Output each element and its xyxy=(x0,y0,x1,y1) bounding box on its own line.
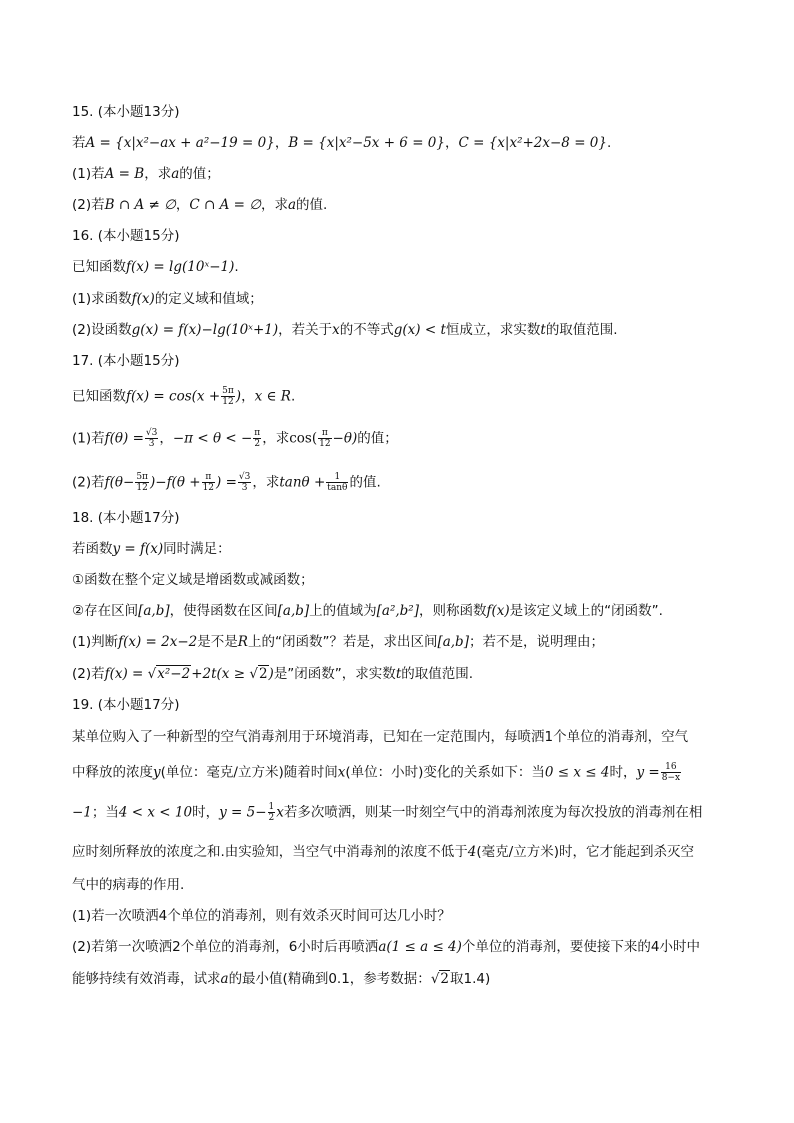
q19-line5: 气中的病毒的作用. xyxy=(72,877,185,893)
q18-part2 xyxy=(72,664,734,684)
q19-line1: 某单位购入了一种新型的空气消毒剂用于环境消毒，已知在一定范围内，每喷洒1个单位的消毒剂，空气 xyxy=(72,729,689,745)
q17-header: 17. (本小题15分) xyxy=(72,353,180,369)
q19-part2-line2 xyxy=(72,969,734,989)
math: a xyxy=(287,197,297,213)
text: 已知函数 xyxy=(72,388,126,405)
math: y xyxy=(153,764,161,781)
math: a xyxy=(220,971,229,987)
text: 的取值范围. xyxy=(401,666,474,682)
text: (单位：小时)变化的关系如下：当 xyxy=(345,764,545,781)
math: a(1 ≤ a ≤ 4) xyxy=(378,939,462,955)
math: cos( xyxy=(289,430,318,447)
fraction xyxy=(253,428,261,449)
math: tanθ + xyxy=(279,474,326,491)
q17-part1 xyxy=(72,428,734,449)
text: 的值. xyxy=(349,474,381,491)
q19-line4 xyxy=(72,842,734,862)
math: [a,b] xyxy=(138,603,170,619)
text: (单位：毫克/立方米)随着时间 xyxy=(160,764,338,781)
text: (2)若 xyxy=(72,474,105,491)
set-a: A = {x|x²−ax + a²−19 = 0} xyxy=(85,135,275,151)
math: t xyxy=(540,322,546,338)
math: [a,b] xyxy=(437,634,469,650)
text: (1)若 xyxy=(72,166,105,182)
q19-line2 xyxy=(72,762,734,783)
text: (1)判断 xyxy=(72,634,119,650)
numerator: 5π xyxy=(136,472,148,482)
q16-header: 16. (本小题15分) xyxy=(72,228,180,244)
q15-sets-line xyxy=(72,133,734,153)
text: 的值. xyxy=(296,197,328,213)
math: 4 < x < 10 xyxy=(118,804,193,821)
text: (2)设函数 xyxy=(72,322,132,338)
math: x xyxy=(337,764,346,781)
q17-line1 xyxy=(72,386,734,407)
sqrt: √2 xyxy=(430,971,450,987)
text: ，求 xyxy=(260,197,288,213)
text: ；若不是，说明理由； xyxy=(468,634,604,650)
text: . xyxy=(606,135,612,151)
numerator: √3 xyxy=(145,428,158,438)
fraction xyxy=(268,802,276,823)
text: 时， xyxy=(609,764,637,781)
text: ，求 xyxy=(144,166,172,182)
math: f(x) xyxy=(486,603,510,619)
numerator: π xyxy=(202,472,215,483)
text: 同时满足： xyxy=(163,541,231,557)
math: y = xyxy=(636,764,660,781)
q19-part1: (1)若一次喷洒4个单位的消毒剂，则有效杀灭时间可达几小时？ xyxy=(72,908,451,924)
math: A = B xyxy=(104,166,145,182)
denominator: tanθ xyxy=(327,483,348,493)
fraction xyxy=(238,472,251,493)
math: y = 5− xyxy=(219,804,267,821)
math: C ∩ A = ∅ xyxy=(189,197,261,213)
fraction xyxy=(326,472,348,493)
denominator: 8−x xyxy=(661,773,681,783)
math: x xyxy=(332,322,340,338)
q19-line3 xyxy=(72,802,734,823)
numerator: 5π xyxy=(222,386,234,396)
text: ， xyxy=(444,135,459,151)
text: 已知函数 xyxy=(72,259,126,275)
fraction xyxy=(202,472,215,493)
text: ， xyxy=(175,197,190,213)
denominator: 3 xyxy=(241,483,248,493)
set-c: C = {x|x²+2x−8 = 0} xyxy=(458,135,607,151)
text: 若 xyxy=(72,135,86,151)
math: [a,b] xyxy=(277,603,310,619)
math: [a²,b²] xyxy=(376,603,419,619)
math: R xyxy=(237,634,248,650)
numerator: 1 xyxy=(326,472,348,483)
q19-part2-line1 xyxy=(72,937,734,957)
set-b: B = {x|x²−5x + 6 = 0} xyxy=(288,135,445,151)
text: ，求 xyxy=(262,430,290,447)
math: x ∈ R xyxy=(254,388,291,405)
fraction xyxy=(221,386,235,407)
numerator: 16 xyxy=(661,762,681,773)
q18-cond2 xyxy=(72,601,734,621)
text: 个单位的消毒剂，要使接下来的4小时中 xyxy=(461,939,701,955)
text: 能够持续有效消毒，试求 xyxy=(72,971,221,987)
q15-part1 xyxy=(72,164,734,184)
math: 4 xyxy=(467,844,477,860)
text: . xyxy=(290,388,296,405)
denominator: 2 xyxy=(268,813,275,823)
fraction xyxy=(661,762,681,783)
q18-part1 xyxy=(72,632,734,652)
text: 若多次喷洒，则某一时刻空气中的消毒剂浓度为每次投放的消毒剂在相 xyxy=(283,804,703,821)
math: a xyxy=(171,166,180,182)
text: ， xyxy=(159,430,173,447)
denominator: 3 xyxy=(148,439,155,449)
denominator: 12 xyxy=(319,439,331,449)
q18-cond1: ①函数在整个定义域是增函数或减函数； xyxy=(72,572,314,588)
text: ，求 xyxy=(252,474,280,491)
numerator: π xyxy=(318,428,331,439)
denominator: 2 xyxy=(254,439,261,449)
text: 时， xyxy=(192,804,220,821)
math: g(x) < t xyxy=(393,322,446,338)
text: . xyxy=(234,259,239,275)
math: B ∩ A ≠ ∅ xyxy=(104,197,176,213)
math: ) xyxy=(235,388,242,405)
text: 的取值范围. xyxy=(545,322,618,338)
fraction xyxy=(318,428,331,449)
denominator: 12 xyxy=(136,483,148,493)
text: 上的值域为 xyxy=(309,603,377,619)
text: ， xyxy=(274,135,289,151)
q18-header: 18. (本小题17分) xyxy=(72,510,180,526)
denominator: 12 xyxy=(222,397,234,407)
text: 应时刻所释放的浓度之和.由实验知，当空气中消毒剂的浓度不低于 xyxy=(72,844,468,860)
math: −θ) xyxy=(332,430,358,447)
math: f(x) = lg(10ˣ−1) xyxy=(126,259,235,275)
math: g(x) = f(x)−lg(10ˣ+1) xyxy=(131,322,279,338)
numerator: 1 xyxy=(268,802,275,812)
text: ，使得函数在区间 xyxy=(169,603,278,619)
text: 的不等式 xyxy=(339,322,394,338)
fraction xyxy=(145,428,158,449)
math: f(θ) = xyxy=(104,430,144,447)
q15-header: 15. (本小题13分) xyxy=(72,104,180,120)
text: 的最小值(精确到0.1，参考数据： xyxy=(228,971,431,987)
q18-line1 xyxy=(72,539,734,559)
q19-header: 19. (本小题17分) xyxy=(72,697,180,713)
sqrt: √x²−2 xyxy=(147,666,191,682)
text: 的定义域和值域； xyxy=(154,291,263,307)
radicand: 2 xyxy=(440,971,450,987)
math: f(θ− xyxy=(104,474,135,491)
math: f(x) = xyxy=(104,666,144,682)
q16-line1 xyxy=(72,257,734,277)
text: 是该定义域上的“闭函数”. xyxy=(509,603,663,619)
text: 取1.4) xyxy=(450,971,491,987)
math: f(x) xyxy=(131,291,155,307)
radicand: 2 xyxy=(258,666,268,682)
math: t xyxy=(395,666,402,682)
q16-part1 xyxy=(72,289,734,309)
text: ②存在区间 xyxy=(72,603,139,619)
sqrt: √2 xyxy=(249,666,268,682)
q16-part2 xyxy=(72,320,734,340)
q17-part2 xyxy=(72,472,734,493)
text: 中释放的浓度 xyxy=(72,764,153,781)
numerator: π xyxy=(254,428,261,438)
text: 若函数 xyxy=(72,541,113,557)
fraction xyxy=(135,472,149,493)
math: y = f(x) xyxy=(112,541,164,557)
math: x xyxy=(276,804,284,821)
text: 的值； xyxy=(179,166,220,182)
text: 是不是 xyxy=(197,634,238,650)
math: 0 ≤ x ≤ 4 xyxy=(544,764,610,781)
numerator: √3 xyxy=(238,472,251,482)
text: (1)求函数 xyxy=(72,291,132,307)
text: ；当 xyxy=(91,804,119,821)
math: ) = xyxy=(216,474,237,491)
math: −π < θ < − xyxy=(172,430,253,447)
math: +2t(x ≥ xyxy=(191,666,246,682)
text: (1)若 xyxy=(72,430,105,447)
math: ) xyxy=(268,666,274,682)
text: (2)若 xyxy=(72,197,105,213)
q15-part2 xyxy=(72,195,734,215)
text: 上的“闭函数”？若是，求出区间 xyxy=(247,634,438,650)
math: f(x) = 2x−2 xyxy=(118,634,198,650)
math: )−f(θ + xyxy=(149,474,201,491)
radicand: x²−2 xyxy=(157,666,191,682)
text: (毫克/立方米)时，它才能起到杀灭空 xyxy=(476,844,694,860)
text: ，若关于 xyxy=(278,322,333,338)
math: f(x) = cos(x + xyxy=(126,388,221,405)
text: (2)若第一次喷洒2个单位的消毒剂，6小时后再喷洒 xyxy=(72,939,379,955)
denominator: 12 xyxy=(202,483,215,493)
text: 是”闭函数”，求实数 xyxy=(273,666,396,682)
text: (2)若 xyxy=(72,666,105,682)
text: ， xyxy=(241,388,255,405)
text: 恒成立，求实数 xyxy=(445,322,541,338)
text: ，则称函数 xyxy=(418,603,487,619)
math: −1 xyxy=(72,804,92,821)
text: 的值； xyxy=(357,430,398,447)
